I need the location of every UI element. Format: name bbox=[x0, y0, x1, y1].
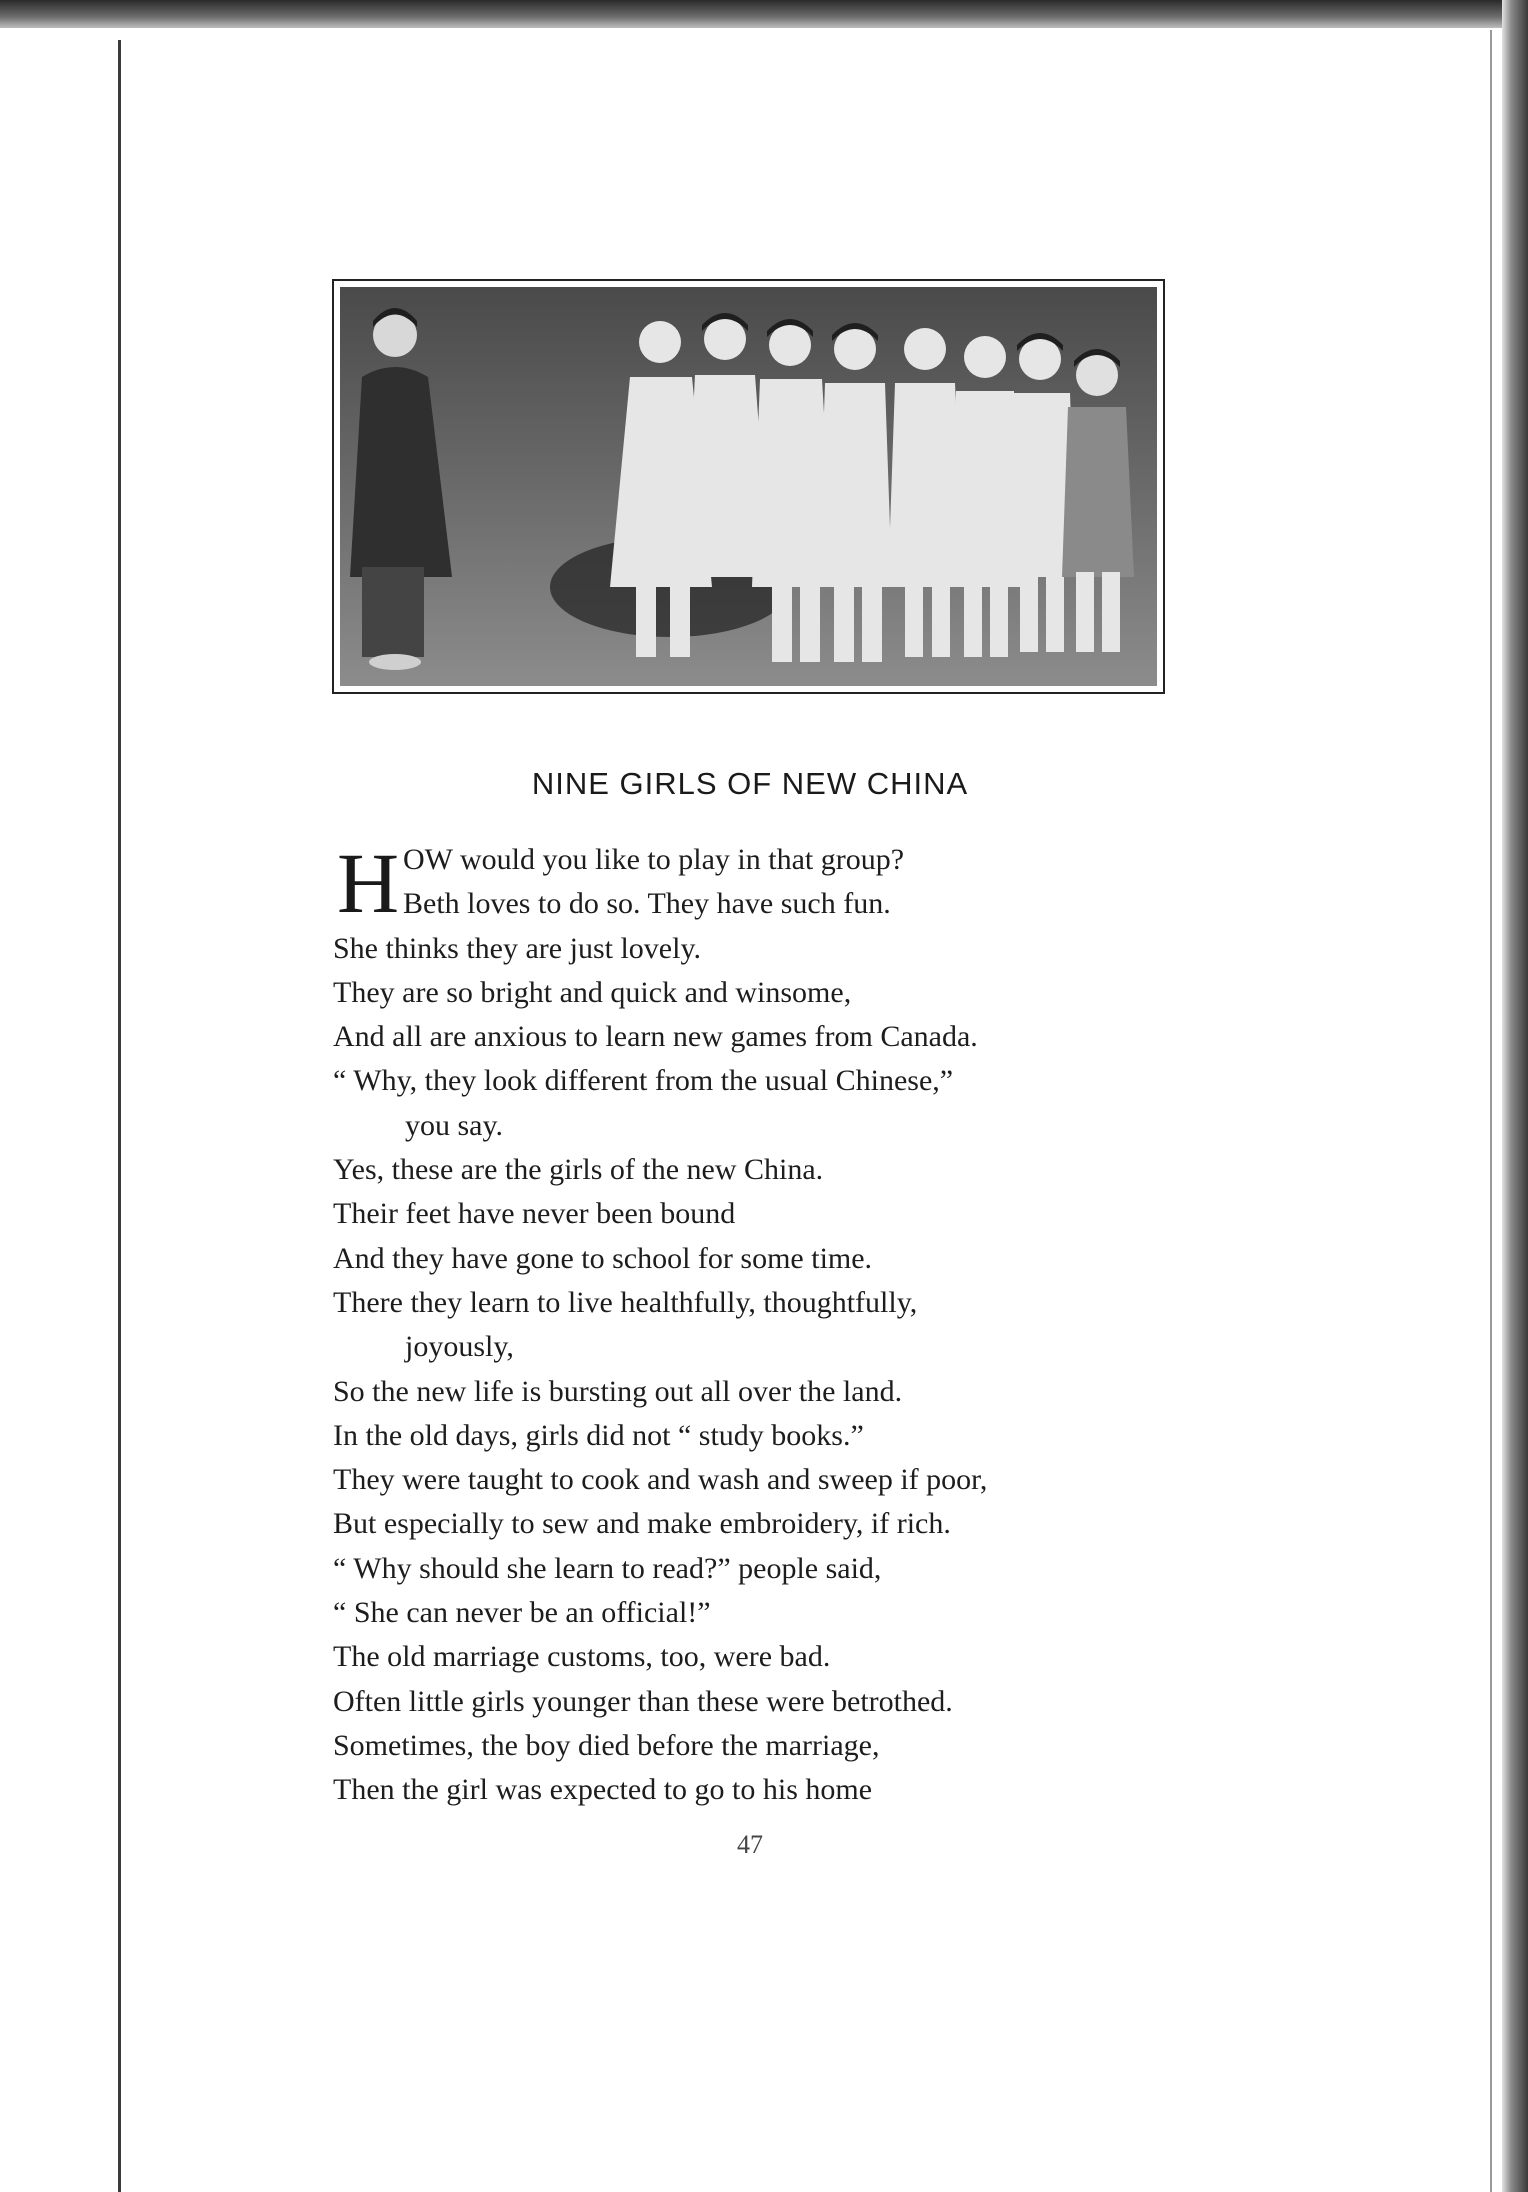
poem-line: She thinks they are just lovely. bbox=[333, 931, 701, 965]
poem-line: There they learn to live healthfully, thoughtfully, bbox=[333, 1285, 918, 1319]
poem-line: Beth loves to do so. They have such fun. bbox=[403, 887, 891, 921]
poem-line: Their feet have never been bound bbox=[333, 1197, 736, 1231]
poem-line: They are so bright and quick and winsome, bbox=[333, 975, 852, 1009]
poem-line: So the new life is bursting out all over the land. bbox=[333, 1374, 903, 1408]
photo-illustration bbox=[340, 287, 1157, 686]
book-cover-edge bbox=[1502, 0, 1528, 2192]
poem-text bbox=[333, 835, 1173, 1813]
poem-line: And they have gone to school for some time. bbox=[333, 1241, 873, 1275]
poem-line: In the old days, girls did not “ study books.” bbox=[333, 1418, 864, 1452]
poem-line: Sometimes, the boy died before the marriage, bbox=[333, 1728, 880, 1762]
poem-line: joyously, bbox=[405, 1330, 514, 1364]
poem-line: But especially to sew and make embroidery, if rich. bbox=[333, 1507, 951, 1541]
photo-nine-girls bbox=[332, 279, 1165, 694]
page-gutter-rule bbox=[118, 40, 121, 2192]
poem-line: “ Why, they look different from the usual Chinese,” bbox=[333, 1064, 954, 1098]
poem-line: “ Why should she learn to read?” people said, bbox=[333, 1551, 882, 1585]
poem-line: Yes, these are the girls of the new China. bbox=[333, 1153, 824, 1187]
poem-line: The old marriage customs, too, were bad. bbox=[333, 1640, 831, 1674]
poem-line: Then the girl was expected to go to his home bbox=[333, 1773, 873, 1807]
page-number: 47 bbox=[737, 1830, 763, 1859]
article-title: NINE GIRLS OF NEW CHINA bbox=[531, 766, 969, 801]
drop-cap: H bbox=[337, 835, 400, 931]
page-margin-rule bbox=[1490, 30, 1492, 2192]
page-top-edge bbox=[0, 0, 1528, 28]
poem-line: They were taught to cook and wash and sweep if poor, bbox=[333, 1463, 988, 1497]
poem-line: Often little girls younger than these were betrothed. bbox=[333, 1684, 953, 1718]
poem-line: you say. bbox=[405, 1108, 504, 1142]
poem-line: OW would you like to play in that group? bbox=[403, 843, 905, 876]
poem-line: And all are anxious to learn new games from Canada. bbox=[333, 1020, 978, 1054]
poem-line: “ She can never be an official!” bbox=[333, 1596, 711, 1630]
